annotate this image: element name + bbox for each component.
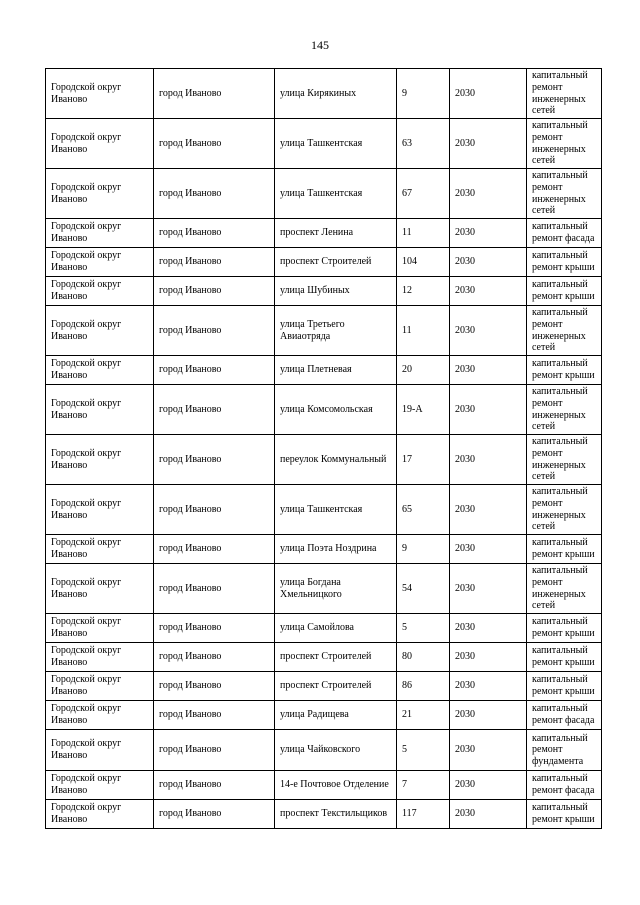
- table-row: [46, 248, 602, 277]
- cell-street: улица Поэта Ноздрина: [275, 535, 397, 564]
- cell-city: город Иваново: [154, 672, 275, 701]
- cell-district: Городской округ Иваново: [46, 435, 154, 485]
- cell-work-type: капитальный ремонт крыши: [527, 535, 602, 564]
- cell-district: Городской округ Иваново: [46, 535, 154, 564]
- cell-house: 65: [397, 485, 450, 535]
- cell-city: город Иваново: [154, 248, 275, 277]
- table-row: [46, 356, 602, 385]
- cell-work-type: капитальный ремонт крыши: [527, 248, 602, 277]
- cell-city: город Иваново: [154, 356, 275, 385]
- cell-work-type: капитальный ремонт фундамента: [527, 730, 602, 771]
- cell-city: город Иваново: [154, 306, 275, 356]
- cell-district: Городской округ Иваново: [46, 119, 154, 169]
- cell-city: город Иваново: [154, 643, 275, 672]
- cell-street: проспект Строителей: [275, 248, 397, 277]
- cell-street: проспект Строителей: [275, 643, 397, 672]
- cell-house: 21: [397, 701, 450, 730]
- cell-street: переулок Коммунальный: [275, 435, 397, 485]
- cell-work-type: капитальный ремонт инженерных сетей: [527, 385, 602, 435]
- cell-district: Городской округ Иваново: [46, 485, 154, 535]
- table-row: [46, 564, 602, 614]
- cell-year: 2030: [450, 219, 527, 248]
- cell-work-type: капитальный ремонт инженерных сетей: [527, 564, 602, 614]
- cell-house: 117: [397, 800, 450, 829]
- cell-city: город Иваново: [154, 730, 275, 771]
- cell-work-type: капитальный ремонт крыши: [527, 800, 602, 829]
- cell-district: Городской округ Иваново: [46, 614, 154, 643]
- cell-year: 2030: [450, 800, 527, 829]
- table-row: [46, 69, 602, 119]
- cell-year: 2030: [450, 356, 527, 385]
- cell-city: город Иваново: [154, 169, 275, 219]
- cell-house: 11: [397, 306, 450, 356]
- cell-street: улица Плетневая: [275, 356, 397, 385]
- cell-work-type: капитальный ремонт инженерных сетей: [527, 69, 602, 119]
- cell-house: 20: [397, 356, 450, 385]
- cell-year: 2030: [450, 771, 527, 800]
- table-row: [46, 800, 602, 829]
- cell-street: улица Ташкентская: [275, 169, 397, 219]
- cell-street: улица Чайковского: [275, 730, 397, 771]
- cell-year: 2030: [450, 69, 527, 119]
- cell-house: 9: [397, 69, 450, 119]
- cell-work-type: капитальный ремонт крыши: [527, 614, 602, 643]
- cell-work-type: капитальный ремонт инженерных сетей: [527, 306, 602, 356]
- cell-house: 17: [397, 435, 450, 485]
- cell-district: Городской округ Иваново: [46, 69, 154, 119]
- cell-street: улица Кирякиных: [275, 69, 397, 119]
- cell-house: 7: [397, 771, 450, 800]
- table-body: [46, 69, 602, 829]
- cell-house: 80: [397, 643, 450, 672]
- cell-year: 2030: [450, 730, 527, 771]
- cell-house: 54: [397, 564, 450, 614]
- cell-house: 5: [397, 730, 450, 771]
- cell-city: город Иваново: [154, 435, 275, 485]
- cell-house: 12: [397, 277, 450, 306]
- repair-schedule-table: [45, 68, 602, 829]
- cell-street: улица Богдана Хмельницкого: [275, 564, 397, 614]
- cell-year: 2030: [450, 435, 527, 485]
- cell-city: город Иваново: [154, 277, 275, 306]
- cell-work-type: капитальный ремонт инженерных сетей: [527, 119, 602, 169]
- cell-district: Городской округ Иваново: [46, 730, 154, 771]
- table-row: [46, 643, 602, 672]
- cell-year: 2030: [450, 643, 527, 672]
- cell-work-type: капитальный ремонт фасада: [527, 219, 602, 248]
- cell-work-type: капитальный ремонт крыши: [527, 672, 602, 701]
- page-number: 145: [311, 38, 329, 52]
- cell-district: Городской округ Иваново: [46, 701, 154, 730]
- cell-district: Городской округ Иваново: [46, 306, 154, 356]
- table-row: [46, 614, 602, 643]
- cell-work-type: капитальный ремонт фасада: [527, 771, 602, 800]
- table-row: [46, 119, 602, 169]
- cell-house: 11: [397, 219, 450, 248]
- cell-street: улица Радищева: [275, 701, 397, 730]
- cell-work-type: капитальный ремонт инженерных сетей: [527, 169, 602, 219]
- cell-city: город Иваново: [154, 800, 275, 829]
- cell-street: проспект Строителей: [275, 672, 397, 701]
- cell-street: улица Самойлова: [275, 614, 397, 643]
- cell-district: Городской округ Иваново: [46, 219, 154, 248]
- table-row: [46, 219, 602, 248]
- cell-city: город Иваново: [154, 564, 275, 614]
- cell-work-type: капитальный ремонт фасада: [527, 701, 602, 730]
- cell-street: 14-е Почтовое Отделение: [275, 771, 397, 800]
- cell-house: 86: [397, 672, 450, 701]
- cell-work-type: капитальный ремонт крыши: [527, 356, 602, 385]
- table-row: [46, 485, 602, 535]
- cell-city: город Иваново: [154, 219, 275, 248]
- cell-year: 2030: [450, 169, 527, 219]
- cell-house: 67: [397, 169, 450, 219]
- cell-city: город Иваново: [154, 771, 275, 800]
- cell-year: 2030: [450, 485, 527, 535]
- cell-district: Городской округ Иваново: [46, 643, 154, 672]
- cell-year: 2030: [450, 119, 527, 169]
- cell-district: Городской округ Иваново: [46, 277, 154, 306]
- cell-house: 104: [397, 248, 450, 277]
- cell-city: город Иваново: [154, 69, 275, 119]
- cell-street: улица Комсомольская: [275, 385, 397, 435]
- cell-house: 5: [397, 614, 450, 643]
- cell-district: Городской округ Иваново: [46, 356, 154, 385]
- cell-district: Городской округ Иваново: [46, 672, 154, 701]
- cell-work-type: капитальный ремонт инженерных сетей: [527, 435, 602, 485]
- cell-district: Городской округ Иваново: [46, 771, 154, 800]
- cell-year: 2030: [450, 564, 527, 614]
- table-row: [46, 701, 602, 730]
- cell-year: 2030: [450, 614, 527, 643]
- cell-year: 2030: [450, 306, 527, 356]
- cell-city: город Иваново: [154, 701, 275, 730]
- cell-year: 2030: [450, 672, 527, 701]
- cell-year: 2030: [450, 385, 527, 435]
- cell-year: 2030: [450, 248, 527, 277]
- cell-city: город Иваново: [154, 535, 275, 564]
- cell-district: Городской округ Иваново: [46, 800, 154, 829]
- cell-house: 63: [397, 119, 450, 169]
- cell-street: улица Ташкентская: [275, 119, 397, 169]
- cell-district: Городской округ Иваново: [46, 385, 154, 435]
- cell-district: Городской округ Иваново: [46, 248, 154, 277]
- cell-city: город Иваново: [154, 119, 275, 169]
- cell-year: 2030: [450, 535, 527, 564]
- cell-house: 19-А: [397, 385, 450, 435]
- cell-street: проспект Текстильщиков: [275, 800, 397, 829]
- cell-street: проспект Ленина: [275, 219, 397, 248]
- table-row: [46, 169, 602, 219]
- cell-city: город Иваново: [154, 614, 275, 643]
- cell-city: город Иваново: [154, 485, 275, 535]
- table-row: [46, 771, 602, 800]
- cell-work-type: капитальный ремонт инженерных сетей: [527, 485, 602, 535]
- cell-city: город Иваново: [154, 385, 275, 435]
- cell-house: 9: [397, 535, 450, 564]
- cell-district: Городской округ Иваново: [46, 564, 154, 614]
- cell-street: улица Ташкентская: [275, 485, 397, 535]
- table-row: [46, 672, 602, 701]
- cell-street: улица Шубиных: [275, 277, 397, 306]
- cell-work-type: капитальный ремонт крыши: [527, 277, 602, 306]
- table-row: [46, 385, 602, 435]
- table-row: [46, 277, 602, 306]
- table-row: [46, 306, 602, 356]
- cell-district: Городской округ Иваново: [46, 169, 154, 219]
- cell-year: 2030: [450, 701, 527, 730]
- table-row: [46, 730, 602, 771]
- cell-year: 2030: [450, 277, 527, 306]
- cell-street: улица Третьего Авиаотряда: [275, 306, 397, 356]
- table-row: [46, 435, 602, 485]
- table-row: [46, 535, 602, 564]
- cell-work-type: капитальный ремонт крыши: [527, 643, 602, 672]
